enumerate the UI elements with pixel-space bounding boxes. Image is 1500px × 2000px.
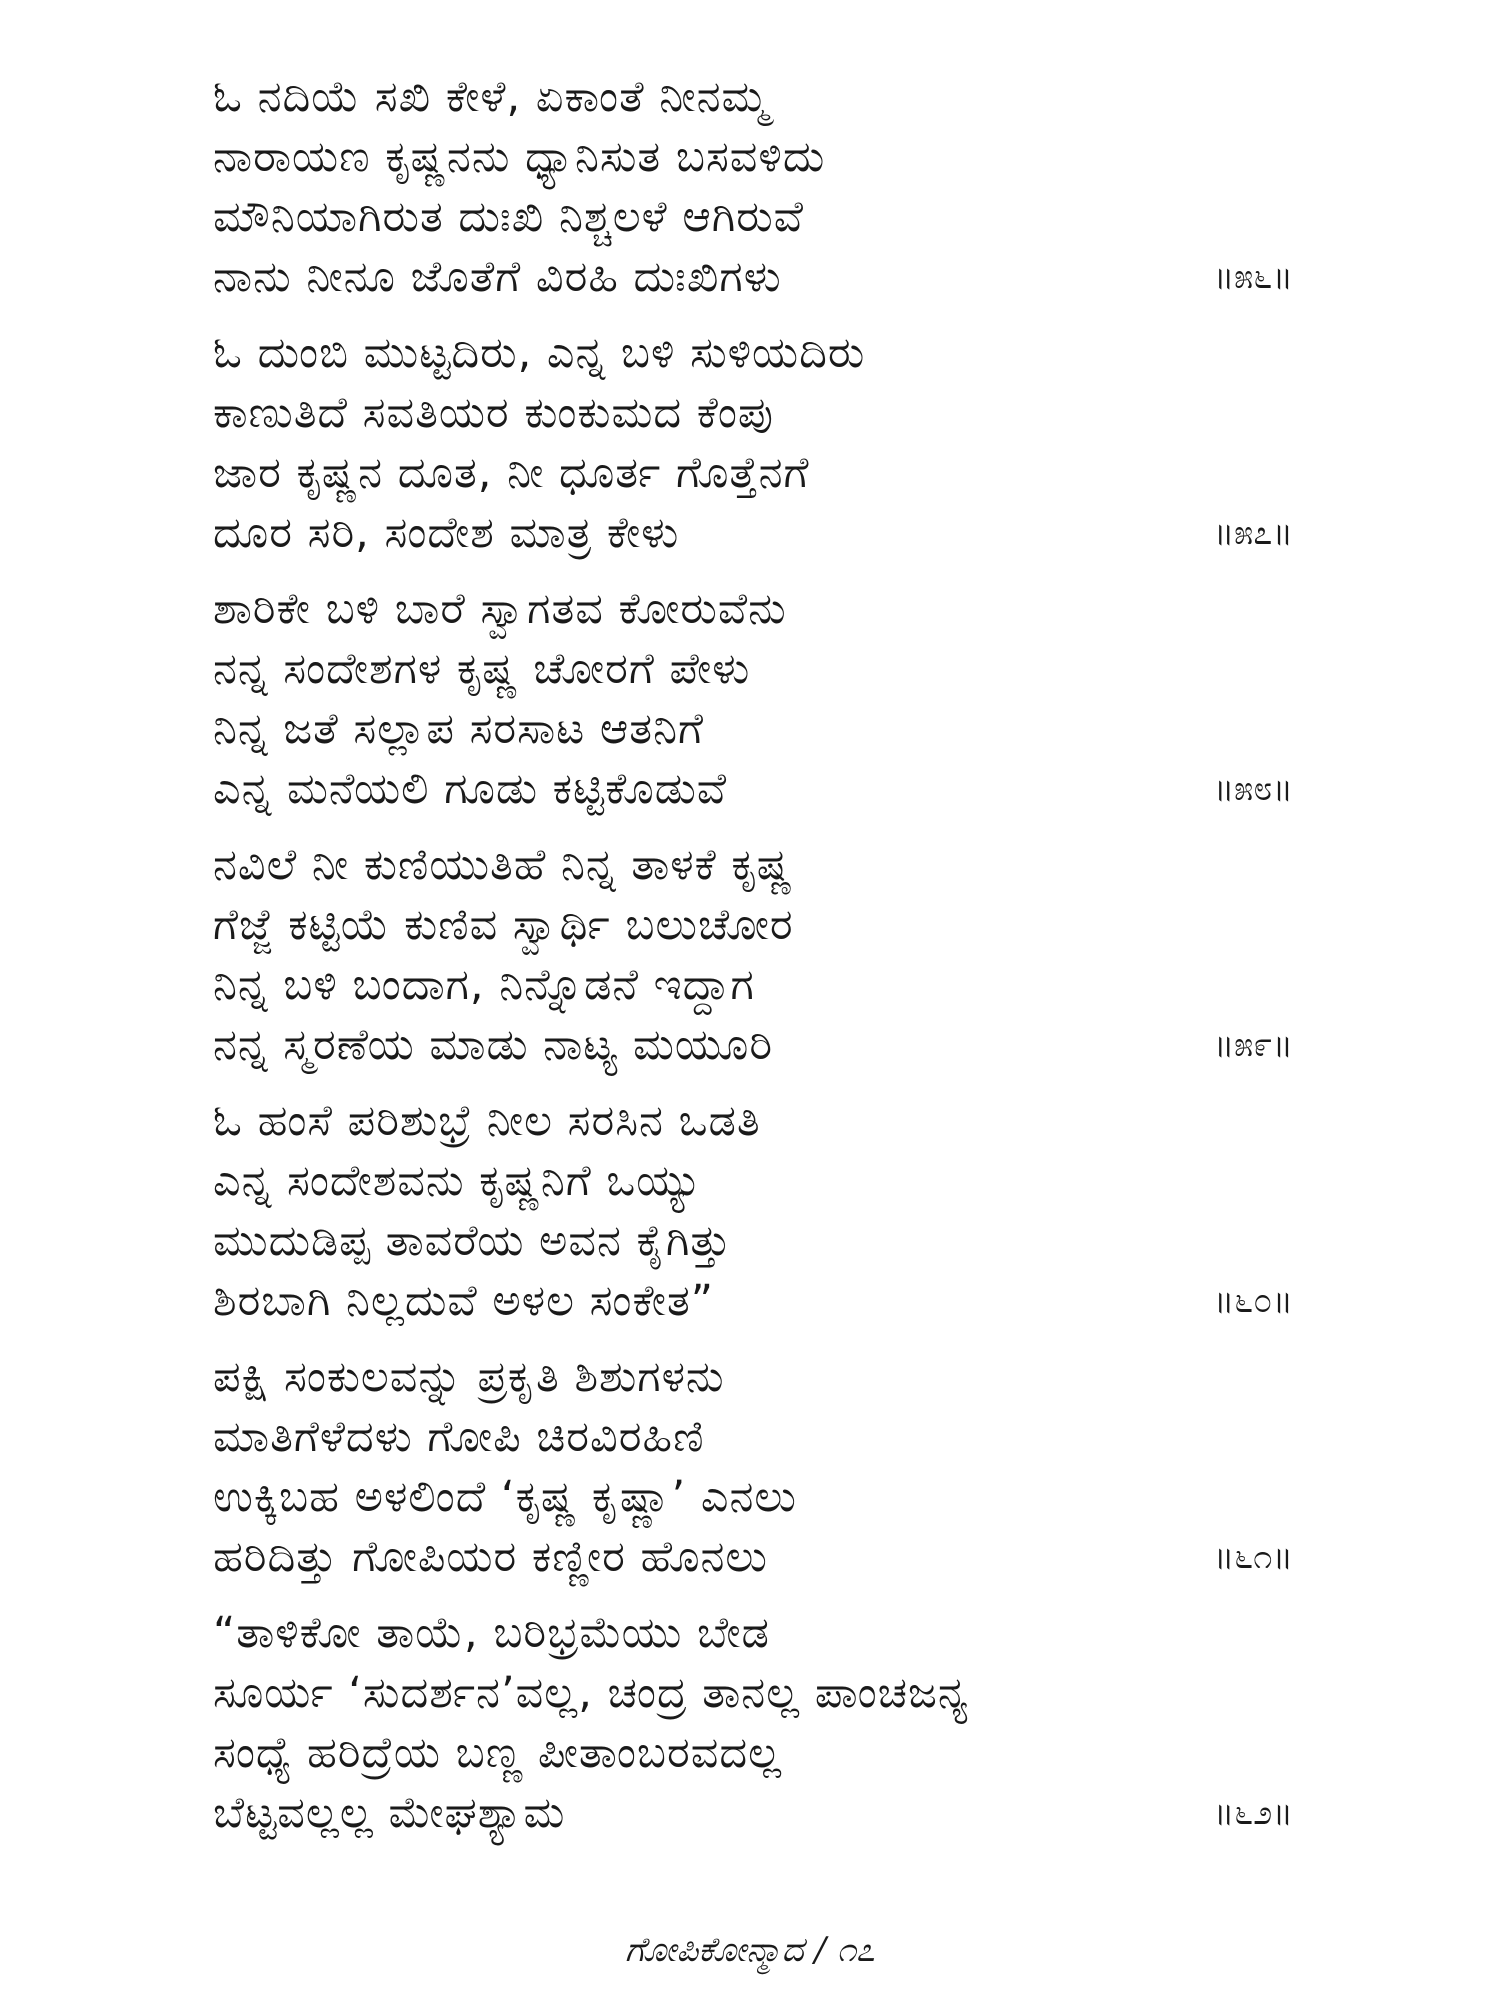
- verse-number: ॥೬೨॥: [1213, 1793, 1293, 1833]
- verse-line: ನಿನ್ನ ಬಳಿ ಬಂದಾಗ, ನಿನ್ನೊಡನೆ ಇದ್ದಾಗ: [213, 960, 755, 1010]
- verse-line: “ತಾಳಿಕೋ ತಾಯೆ, ಬರಿಭ್ರಮೆಯು ಬೇಡ: [213, 1608, 770, 1658]
- verse-line: ಓ ದುಂಬಿ ಮುಟ್ಟದಿರು, ಎನ್ನ ಬಳಿ ಸುಳಿಯದಿರು: [213, 328, 866, 378]
- verse-line: ಮೌನಿಯಾಗಿರುತ ದುಃಖಿ ನಿಶ್ಚಲಳೆ ಆಗಿರುವೆ: [213, 192, 804, 242]
- verse-line: ನಿನ್ನ ಜತೆ ಸಲ್ಲಾಪ ಸರಸಾಟ ಆತನಿಗೆ: [213, 704, 704, 754]
- verse-line: ನನ್ನ ಸಂದೇಶಗಳ ಕೃಷ್ಣ ಚೋರಗೆ ಪೇಳು: [213, 644, 751, 694]
- verse-line: ಬೆಟ್ಟವಲ್ಲಲ್ಲ ಮೇಘಶ್ಯಾಮ: [213, 1788, 566, 1838]
- verse-line: ಮಾತಿಗೆಳೆದಳು ಗೋಪಿ ಚಿರವಿರಹಿಣಿ: [213, 1412, 705, 1462]
- verse-line: ಎನ್ನ ಮನೆಯಲಿ ಗೂಡು ಕಟ್ಟಿಕೊಡುವೆ: [213, 764, 728, 814]
- verse-number: ॥೬೧॥: [1213, 1537, 1293, 1577]
- verse-line: ದೂರ ಸರಿ, ಸಂದೇಶ ಮಾತ್ರ ಕೇಳು: [213, 508, 680, 558]
- verse-line: ಸೂರ್ಯ ‘ಸುದರ್ಶನ’ವಲ್ಲ, ಚಂದ್ರ ತಾನಲ್ಲ ಪಾಂಚಜನ್ಯ: [213, 1668, 969, 1718]
- verse-number: ॥೫೮॥: [1213, 769, 1293, 809]
- verse-line: ಸಂಧ್ಯೆ ಹರಿದ್ರೆಯ ಬಣ್ಣ ಪೀತಾಂಬರವದಲ್ಲ: [213, 1728, 783, 1778]
- stanza-58: [213, 579, 1293, 819]
- verse-line: ಶಿರಬಾಗಿ ನಿಲ್ಲದುವೆ ಅಳಲ ಸಂಕೇತ”: [213, 1276, 715, 1326]
- verse-line: ನಾನು ನೀನೂ ಜೊತೆಗೆ ವಿರಹಿ ದುಃಖಿಗಳು: [213, 252, 782, 302]
- verse-line: ಎನ್ನ ಸಂದೇಶವನು ಕೃಷ್ಣನಿಗೆ ಒಯ್ಯು: [213, 1156, 703, 1206]
- page-footer: ಗೋಪಿಕೋನ್ಮಾದ / ೧೭: [625, 1930, 875, 1970]
- verse-line: ಉಕ್ಕಿಬಹ ಅಳಲಿಂದೆ ‘ಕೃಷ್ಣ ಕೃಷ್ಣಾ’ ಎನಲು: [213, 1472, 797, 1522]
- verse-number: ॥೬೦॥: [1213, 1281, 1293, 1321]
- verse-line: ಗೆಜ್ಜೆ ಕಟ್ಟಿಯೆ ಕುಣಿವ ಸ್ವಾರ್ಥಿ ಬಲುಚೋರ: [213, 900, 794, 950]
- verse-line: ಹರಿದಿತ್ತು ಗೋಪಿಯರ ಕಣ್ಣೀರ ಹೊನಲು: [213, 1532, 768, 1582]
- stanza-59: [213, 835, 1293, 1075]
- verse-line: ಓ ಹಂಸೆ ಪರಿಶುಭ್ರೆ ನೀಲ ಸರಸಿನ ಒಡತಿ: [213, 1096, 761, 1146]
- verse-line: ಪಕ್ಷಿ ಸಂಕುಲವನ್ನು ಪ್ರಕೃತಿ ಶಿಶುಗಳನು: [213, 1352, 725, 1402]
- verse-line: ನನ್ನ ಸ್ಮರಣೆಯ ಮಾಡು ನಾಟ್ಯ ಮಯೂರಿ: [213, 1020, 774, 1070]
- verse-line: ನವಿಲೆ ನೀ ಕುಣಿಯುತಿಹೆ ನಿನ್ನ ತಾಳಕೆ ಕೃಷ್ಣ: [213, 840, 794, 890]
- verse-line: ಕಾಣುತಿದೆ ಸವತಿಯರ ಕುಂಕುಮದ ಕೆಂಪು: [213, 388, 774, 438]
- stanza-60: [213, 1091, 1293, 1331]
- verse-number: ॥೫೯॥: [1213, 1025, 1293, 1065]
- verse-line: ಜಾರ ಕೃಷ್ಣನ ದೂತ, ನೀ ಧೂರ್ತ ಗೊತ್ತೆನಗೆ: [213, 448, 810, 498]
- verse-number: ॥೫೬॥: [1213, 257, 1293, 297]
- stanza-62: [213, 1603, 1293, 1843]
- stanza-57: [213, 323, 1293, 563]
- verse-line: ಓ ನದಿಯೆ ಸಖಿ ಕೇಳೆ, ಏಕಾಂತೆ ನೀನಮ್ಮ: [213, 72, 770, 122]
- verse-line: ಶಾರಿಕೇ ಬಳಿ ಬಾರೆ ಸ್ವಾಗತವ ಕೋರುವೆನು: [213, 584, 787, 634]
- verse-line: ನಾರಾಯಣ ಕೃಷ್ಣನನು ಧ್ಯಾನಿಸುತ ಬಸವಳಿದು: [213, 132, 826, 182]
- stanza-56: [213, 67, 1293, 307]
- stanza-61: [213, 1347, 1293, 1587]
- verse-number: ॥೫೭॥: [1213, 513, 1293, 553]
- verse-line: ಮುದುಡಿಪ್ಪ ತಾವರೆಯ ಅವನ ಕೈಗಿತ್ತು: [213, 1216, 732, 1266]
